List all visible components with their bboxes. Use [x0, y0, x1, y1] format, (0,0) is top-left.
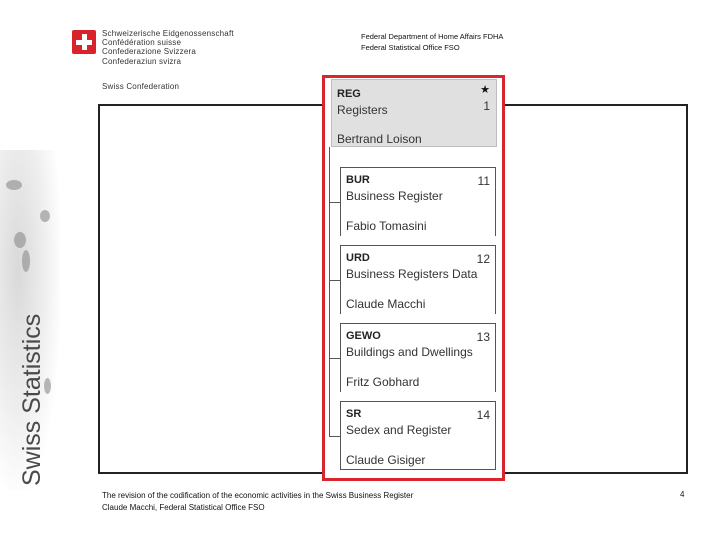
org-branch-tick — [329, 358, 340, 359]
sidebar-title — [2, 300, 48, 490]
unit-name: Business Registers Data — [346, 267, 478, 281]
department-header — [361, 31, 503, 53]
unit-name: Sedex and Register — [346, 423, 452, 437]
confederation-line-fr: Confédération suisse — [102, 38, 182, 48]
org-branch-tick — [329, 202, 340, 203]
unit-name: Buildings and Dwellings — [346, 345, 473, 359]
unit-person: Fabio Tomasini — [346, 219, 427, 233]
unit-person: Claude Gisiger — [346, 453, 426, 467]
org-unit — [340, 401, 496, 470]
unit-name: Business Register — [346, 189, 443, 203]
org-branch-tick — [329, 280, 340, 281]
confederation-line-rm: Confederaziun svizra — [102, 56, 182, 66]
org-unit — [340, 167, 496, 236]
unit-number: 12 — [476, 252, 490, 266]
org-unit — [340, 245, 496, 314]
head-number: 1 — [483, 99, 490, 113]
head-name: Registers — [337, 103, 388, 117]
swiss-flag-logo — [72, 30, 96, 54]
confederation-line-it: Confederazione Svizzera — [102, 47, 196, 57]
org-branch-tick — [329, 436, 340, 437]
unit-code: SR — [346, 408, 362, 420]
unit-number: 11 — [477, 174, 490, 188]
svg-text:Swiss Statistics: Swiss Statistics — [18, 313, 46, 486]
footer-author: Claude Macchi, Federal Statistical Office FSO — [102, 503, 265, 512]
head-person: Bertrand Loison — [337, 132, 422, 146]
confederation-en: Swiss Confederation — [102, 82, 180, 91]
star-icon: ★ — [480, 84, 490, 96]
confederation-names — [102, 29, 234, 66]
confederation-line-de: Schweizerische Eidgenossenschaft — [102, 29, 234, 38]
org-head-box — [331, 79, 497, 147]
office-name: Federal Statistical Office FSO — [361, 43, 460, 52]
footer-title: The revision of the codification of the economic activities in the Swiss Business Register — [102, 491, 414, 500]
unit-code: URD — [346, 252, 370, 264]
unit-person: Claude Macchi — [346, 297, 426, 311]
page-number: 4 — [680, 490, 685, 499]
unit-code: GEWO — [346, 330, 381, 342]
unit-number: 13 — [476, 330, 490, 344]
unit-person: Fritz Gobhard — [346, 375, 420, 389]
org-connector-line — [329, 147, 330, 436]
unit-code: BUR — [346, 174, 370, 186]
org-unit — [340, 323, 496, 392]
unit-number: 14 — [476, 408, 490, 422]
department-name: Federal Department of Home Affairs FDHA — [361, 32, 504, 41]
slide-footer — [102, 490, 413, 514]
head-code: REG — [337, 88, 361, 100]
